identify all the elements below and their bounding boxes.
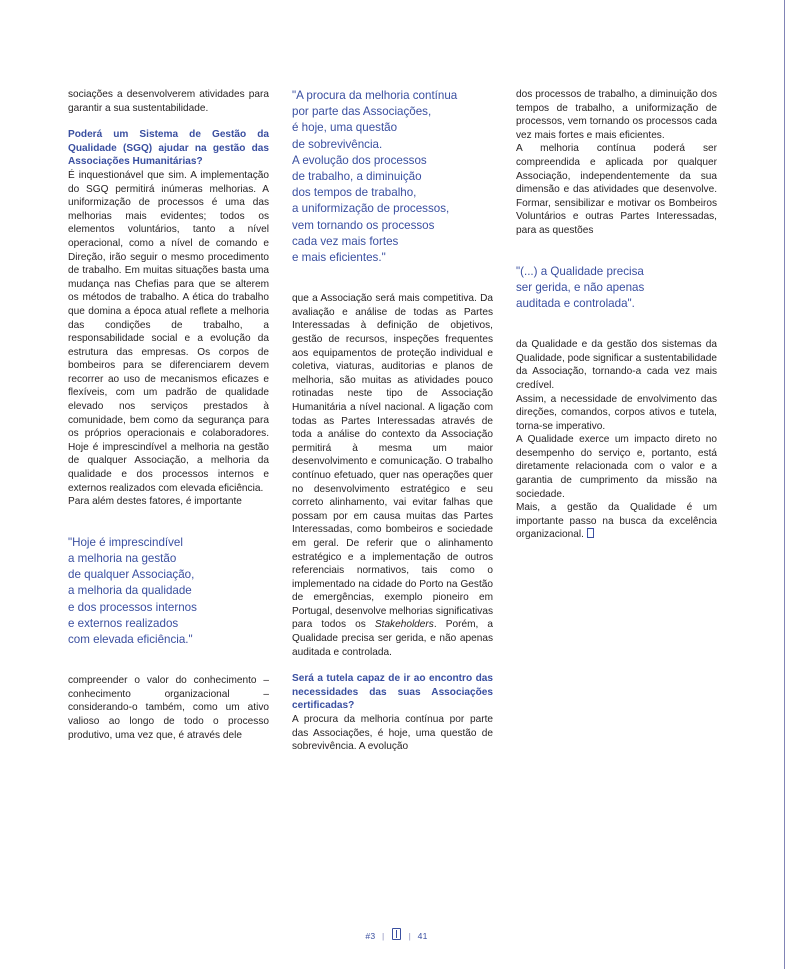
- italic-term: Stakeholders: [374, 619, 434, 631]
- column-center: [292, 88, 493, 908]
- paragraph: Para além destes fatores, é importante: [68, 496, 242, 508]
- page-edge-rule: [784, 0, 785, 969]
- pull-quote-line: a melhoria na gestão: [68, 552, 177, 566]
- pull-quote-line: A evolução dos processos: [292, 153, 427, 167]
- paragraph-last: [516, 501, 717, 542]
- spacer: [516, 312, 717, 325]
- spacer: [292, 279, 493, 292]
- end-mark-icon: [587, 528, 594, 538]
- pull-quote-line: de trabalho, a diminuição: [292, 170, 422, 184]
- pull-quote-line: a uniformização de processos,: [292, 202, 450, 216]
- pull-quote-line: a melhoria da qualidade: [68, 584, 192, 598]
- spacer: [292, 266, 493, 279]
- column-right: [516, 88, 717, 908]
- pull-quote-line: e mais eficientes.": [292, 251, 386, 265]
- paragraph: A procura da melhoria contínua por parte das Associações, é hoje, uma questão de sobrevivência. A evolução: [292, 714, 493, 753]
- footer-separator: |: [408, 931, 412, 941]
- column-left: [68, 88, 269, 908]
- page-footer: [0, 928, 793, 941]
- pull-quote-line: por parte das Associações,: [292, 105, 432, 119]
- spacer: [68, 509, 269, 522]
- article-columns: [68, 88, 718, 908]
- pull-quote-line: é hoje, uma questão: [292, 121, 398, 135]
- spacer: [516, 238, 717, 251]
- spacer: [516, 325, 717, 338]
- pull-quote-line: de sobrevivência.: [292, 137, 383, 151]
- section-heading-sgq: Poderá um Sistema de Gestão da Qualidade (SGQ) ajudar na gestão das Associações Humanitárias?: [68, 129, 269, 168]
- pull-quote-line: vem tornando os processos: [292, 218, 435, 232]
- paragraph-text: que a Associação será mais competitiva. Da avaliação e análise de todas as Partes Interessadas à definição de objetivos, gestão de recursos, inspeções frequentes aos equipamentos de proteção individual e coletiva, viaturas, auditorias e planos de melhoria, são muitas as atividades pouco rotinadas neste tipo de Associação Humanitária a nível nacional. A ligação com todas as Partes Interessadas através de toda a análise do contexto da Associação permitirá à mesma um maior desenvolvimento e comunicação. O trabalho contínuo efetuado, quer nas operações quer no desenvolvimento estratégico e seu correto alinhamento, vai evitar falhas que possam por em causa muitas das Partes Interessadas, como bombeiros e sociedade em geral. De referir que o alinhamento estratégico e a implementação de outros referenciais normativos, tais como o implementado na cidade do Porto na Gestão de emergências, exemplo pioneiro em Portugal, desenvolve melhorias significativas para todos os: [292, 293, 493, 631]
- pull-quote-center: [292, 88, 493, 266]
- issue-number: #3: [365, 931, 376, 941]
- paragraph: A melhoria contínua poderá ser compreendida e aplicada por qualquer Associação, independentemente da sua dimensão e das atividades que desenvolve. Formar, sensibilizar e motivar os Bombeiros Voluntários e outras Partes Interessadas, para as questões: [516, 143, 717, 236]
- paragraph: da Qualidade e da gestão dos sistemas da Qualidade, pode significar a sustentabilidade da Associação, tornando-a cada vez mais credível.: [516, 339, 717, 391]
- pull-quote-line: e dos processos internos: [68, 600, 197, 614]
- pull-quote-line: dos tempos de trabalho,: [292, 186, 417, 200]
- pull-quote-line: "(...) a Qualidade precisa: [516, 264, 644, 278]
- paragraph: [292, 292, 493, 659]
- paragraph-text: Mais, a gestão da Qualidade é um importante passo na busca da excelência organizacional.: [516, 502, 717, 541]
- page-number: 41: [417, 931, 428, 941]
- paragraph-text: . Porém, a Qualidade precisa ser gerida, e não apenas auditada e controlada.: [292, 619, 494, 658]
- pull-quote-line: "Hoje é imprescindível: [68, 535, 183, 549]
- pull-quote-line: com elevada eficiência.": [68, 633, 193, 647]
- paragraph: dos processos de trabalho, a diminuição dos tempos de trabalho, a uniformização de processos, vem tornando os processos cada vez mais fortes e mais eficientes.: [516, 89, 717, 141]
- spacer: [68, 661, 269, 674]
- spacer: [68, 522, 269, 535]
- pull-quote-line: ser gerida, e não apenas: [516, 280, 645, 294]
- pull-quote-line: auditada e controlada".: [516, 296, 635, 310]
- spacer: [516, 251, 717, 264]
- pull-quote-line: e externos realizados: [68, 616, 179, 630]
- spacer: [68, 648, 269, 661]
- footer-separator: |: [381, 931, 385, 941]
- pull-quote-line: "A procura da melhoria contínua: [292, 89, 458, 102]
- paragraph: Assim, a necessidade de envolvimento das direções, comandos, corpos ativos e tutela, torna-se imperativo.: [516, 393, 717, 432]
- pull-quote-line: cada vez mais fortes: [292, 234, 399, 248]
- paragraph: A Qualidade exerce um impacto direto no desempenho do serviço e, portanto, está diretamente relacionada com o valor e a garantia de cumprimento da missão na sociedade.: [516, 434, 717, 500]
- spacer: [292, 659, 493, 672]
- book-icon: [392, 928, 401, 940]
- pull-quote-left: [68, 535, 269, 648]
- paragraph: sociações a desenvolverem atividades para garantir a sua sustentabilidade.: [68, 89, 269, 114]
- pull-quote-right: [516, 264, 717, 313]
- spacer: [68, 115, 269, 128]
- section-heading-tutela: Será a tutela capaz de ir ao encontro das necessidades das suas Associações certificadas?: [292, 673, 493, 712]
- paragraph: É inquestionável que sim. A implementação do SGQ permitirá inúmeras melhorias. A uniformização de processos é uma das melhorias mais evidentes; todos os elementos voluntários, tanto a nível operacional, como a nível de comando e Direção, irão seguir o mesmo procedimento de trabalho. Em muitas situações basta uma mudança nas Chefias para que se alterem os métodos de trabalho. A ética do trabalho que domina a época atual reflete a melhoria das condições de trabalho, a responsabilidade social e a evolução da estrutura das empresas. Os corpos de bombeiros para se diferenciarem devem recorrer ao uso de mecanismos eficazes e flexíveis, com um padrão de qualidade elevado nos serviços prestados à comunidade, bem como da segurança para os próprios operacionais e colaboradores. Hoje é imprescindível a melhoria na gestão de qualquer Associação, a melhoria da qualidade e dos processos internos e externos realizados com elevada eficiência.: [68, 169, 269, 494]
- pull-quote-line: de qualquer Associação,: [68, 568, 195, 582]
- paragraph: compreender o valor do conhecimento – conhecimento organizacional – considerando-o também, como um ativo valioso ao longo de todo o processo produtivo, uma vez que, é através dele: [68, 675, 269, 741]
